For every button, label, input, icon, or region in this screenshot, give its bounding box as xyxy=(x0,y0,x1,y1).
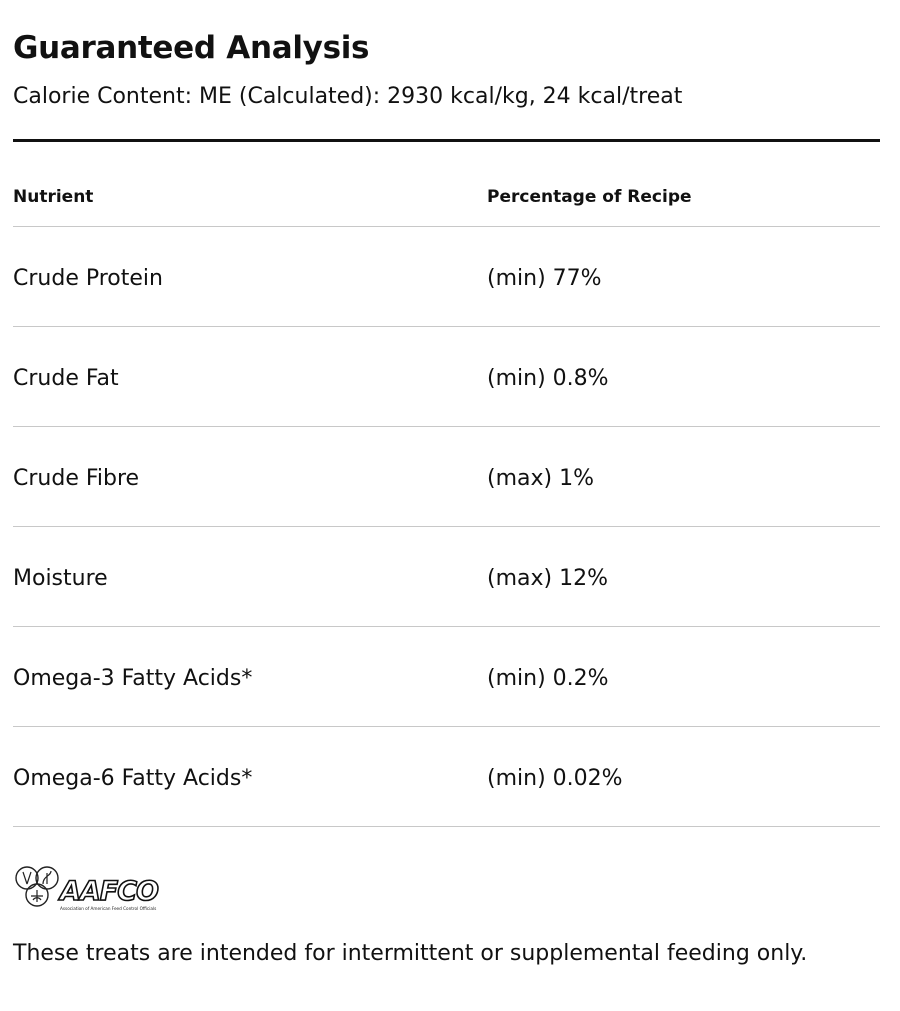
nutrient-name: Crude Protein xyxy=(13,266,163,291)
calorie-content: Calorie Content: ME (Calculated): 2930 kcal/kg, 24 kcal/treat xyxy=(13,84,683,109)
section-title: Guaranteed Analysis xyxy=(13,30,370,66)
nutrient-value: (max) 12% xyxy=(487,566,608,591)
nutrient-name: Crude Fibre xyxy=(13,466,140,491)
nutrient-column-header: Nutrient xyxy=(13,187,94,207)
title-divider xyxy=(13,139,880,142)
aafco-wordmark: AAFCO xyxy=(60,876,159,907)
table-row xyxy=(13,227,880,327)
table-row xyxy=(13,427,880,527)
feeding-note: These treats are intended for intermittent or supplemental feeding only. xyxy=(13,941,808,966)
percentage-column-header: Percentage of Recipe xyxy=(487,187,692,207)
nutrient-name: Omega-3 Fatty Acids* xyxy=(13,666,253,691)
table-row xyxy=(13,527,880,627)
aafco-logo xyxy=(13,862,173,914)
table-row xyxy=(13,627,880,727)
table-row xyxy=(13,727,880,827)
aafco-subtext: Association of American Feed Control Officials xyxy=(60,906,157,911)
nutrient-table-body xyxy=(13,227,880,827)
table-header xyxy=(13,176,880,227)
nutrient-name: Omega-6 Fatty Acids* xyxy=(13,766,253,791)
nutrient-name: Moisture xyxy=(13,566,108,591)
nutrient-value: (min) 0.2% xyxy=(487,666,609,691)
nutrient-value: (min) 77% xyxy=(487,266,602,291)
table-row xyxy=(13,327,880,427)
nutrient-name: Crude Fat xyxy=(13,366,119,391)
nutrient-value: (min) 0.8% xyxy=(487,366,609,391)
nutrient-value: (max) 1% xyxy=(487,466,594,491)
nutrient-value: (min) 0.02% xyxy=(487,766,623,791)
